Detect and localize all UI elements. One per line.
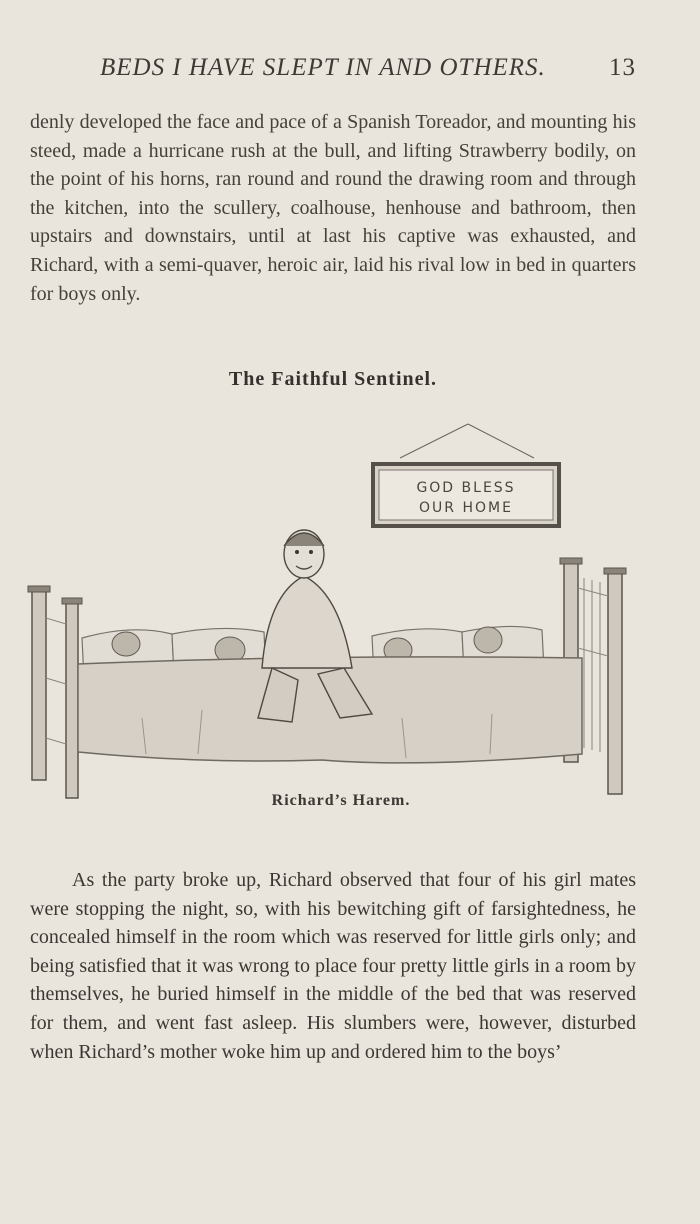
running-header xyxy=(100,54,640,82)
wall-sign xyxy=(373,424,559,526)
sign-line-1: GOD BLESS xyxy=(416,480,516,496)
sign-line-2: OUR HOME xyxy=(419,500,513,516)
figure-caption: Richard’s Harem. xyxy=(271,792,411,809)
illustration-bed-scene xyxy=(22,418,636,808)
paragraph-continued xyxy=(30,108,636,308)
running-title: BEDS I HAVE SLEPT IN AND OTHERS. xyxy=(100,54,546,81)
section-heading: The Faithful Sentinel. xyxy=(228,368,438,390)
paragraph-next xyxy=(30,866,636,1066)
page-number: 13 xyxy=(609,54,636,81)
paragraph-text: denly developed the face and pace of a Spanish Toreador, and mounting his steed, made a hurricane rush at the bull, and lifting Strawberry bodily, on the point of his horns, ran round and round the drawing room and through the kitchen, into the scullery, coalhouse, henhouse and bathroom, then upstairs and downstairs, until at last his captive was exhausted, and Richard, with a semi-quaver, heroic air, laid his rival low in bed in quarters for boys only. xyxy=(30,111,636,305)
paragraph-text: As the party broke up, Richard observed that four of his girl mates were stopping the night, so, with his bewitching gift of farsightedness, he concealed himself in the room which was reserved for little girls only; and being satisfied that it was wrong to place four pretty little girls in a room by themselves, he buried himself in the middle of the bed that was reserved for them, and went fast asleep. His slumbers were, however, disturbed when Richard’s mother woke him up and ordered him to the boys’ xyxy=(30,869,636,1063)
